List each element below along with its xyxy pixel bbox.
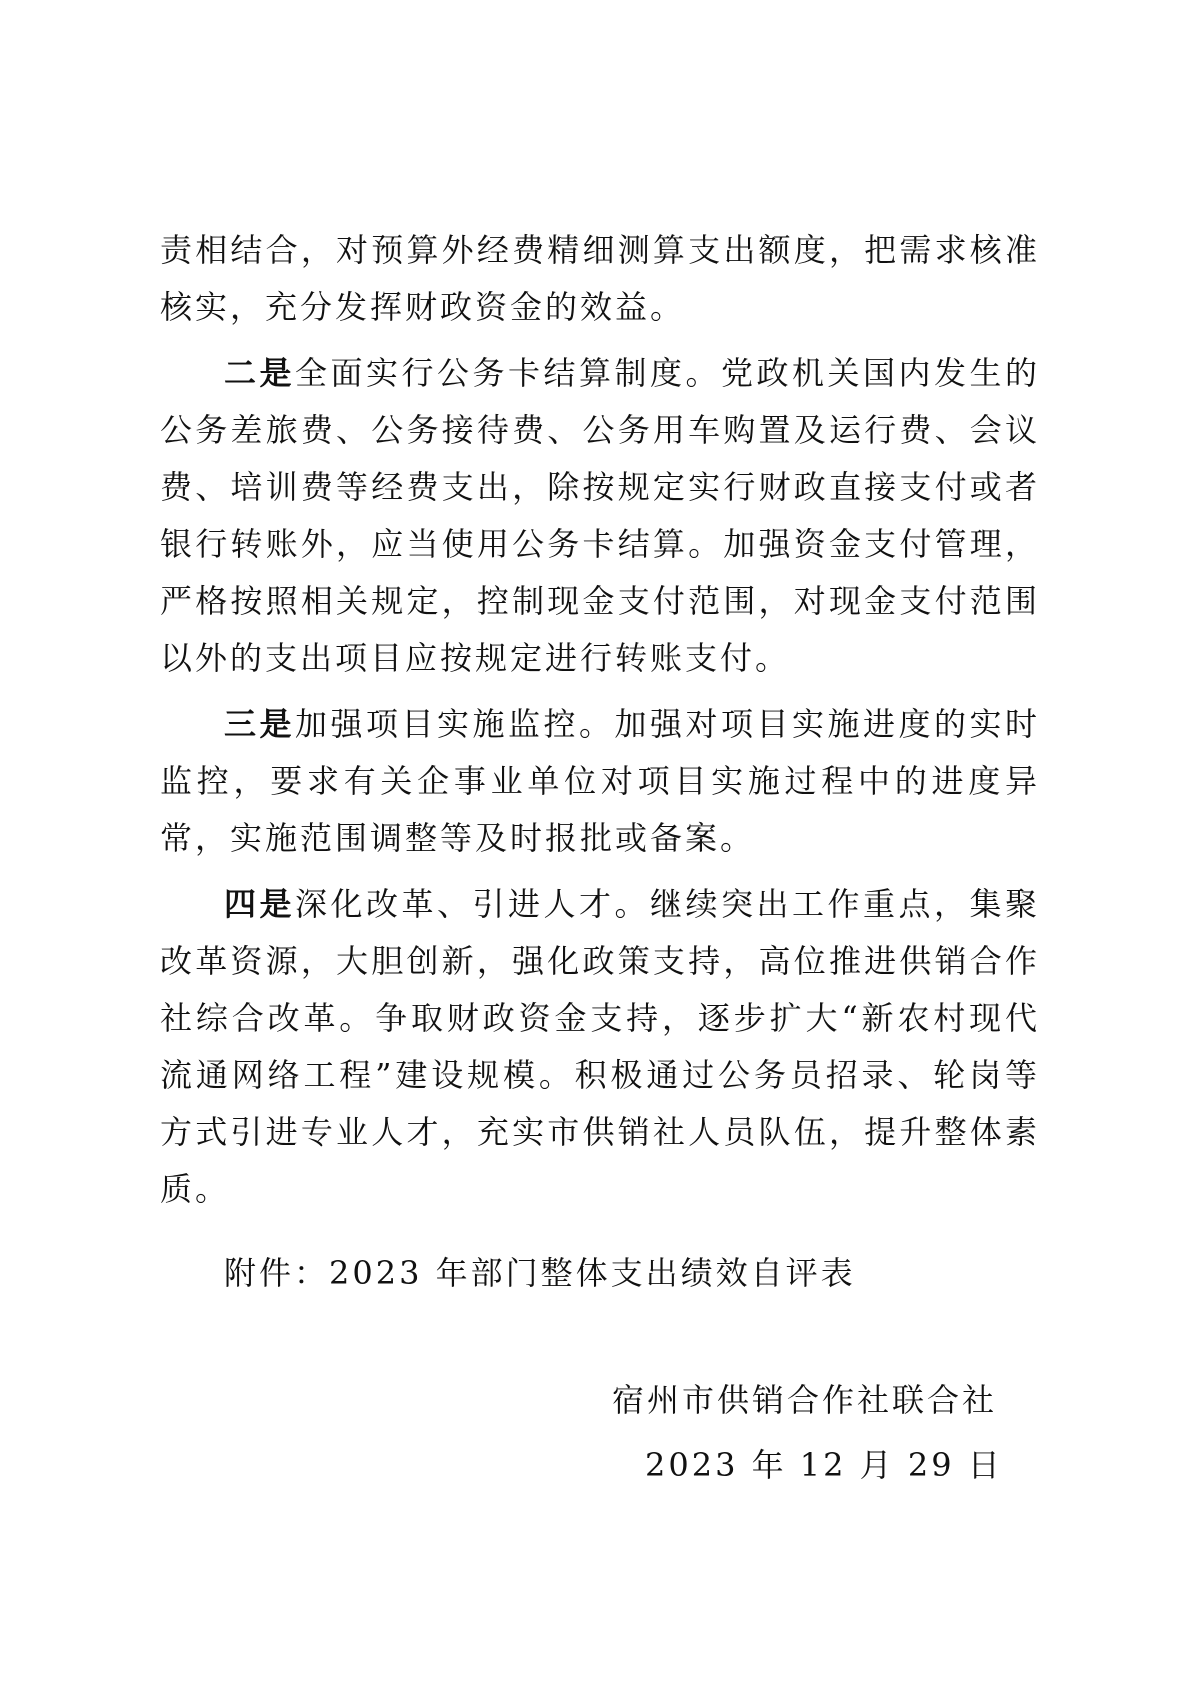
paragraph-lead: 二是 [224, 354, 295, 392]
signing-organization: 宿州市供销合作社联合社 [612, 1381, 998, 1419]
paragraph-lead: 四是 [224, 885, 295, 923]
paragraph-text: 责相结合，对预算外经费精细测算支出额度，把需求核准核实，充分发挥财政资金的效益。 [160, 231, 1040, 326]
document-body [160, 222, 1040, 1227]
paragraph-point-4 [160, 876, 1040, 1218]
paragraph-point-2 [160, 345, 1040, 687]
paragraph-lead: 三是 [224, 705, 295, 743]
paragraph-point-3 [160, 696, 1040, 867]
paragraph-text: 全面实行公务卡结算制度。党政机关国内发生的公务差旅费、公务接待费、公务用车购置及运行费、会议费、培训费等经费支出，除按规定实行财政直接支付或者银行转账外，应当使用公务卡结算。加强资金支付管理，严格按照相关规定，控制现金支付范围，对现金支付范围以外的支出项目应按规定进行转账支付。 [160, 354, 1040, 677]
paragraph-continuation [160, 222, 1040, 336]
paragraph-text: 加强项目实施监控。加强对项目实施进度的实时监控，要求有关企事业单位对项目实施过程中的进度异常，实施范围调整等及时报批或备案。 [160, 705, 1040, 857]
attachment-line: 附件：2023 年部门整体支出绩效自评表 [224, 1254, 856, 1292]
paragraph-text: 深化改革、引进人才。继续突出工作重点，集聚改革资源，大胆创新，强化政策支持，高位推进供销合作社综合改革。争取财政资金支持，逐步扩大“新农村现代流通网络工程”建设规模。积极通过公务员招录、轮岗等方式引进专业人才，充实市供销社人员队伍，提升整体素质。 [160, 885, 1040, 1208]
signing-date: 2023 年 12 月 29 日 [645, 1446, 1003, 1484]
